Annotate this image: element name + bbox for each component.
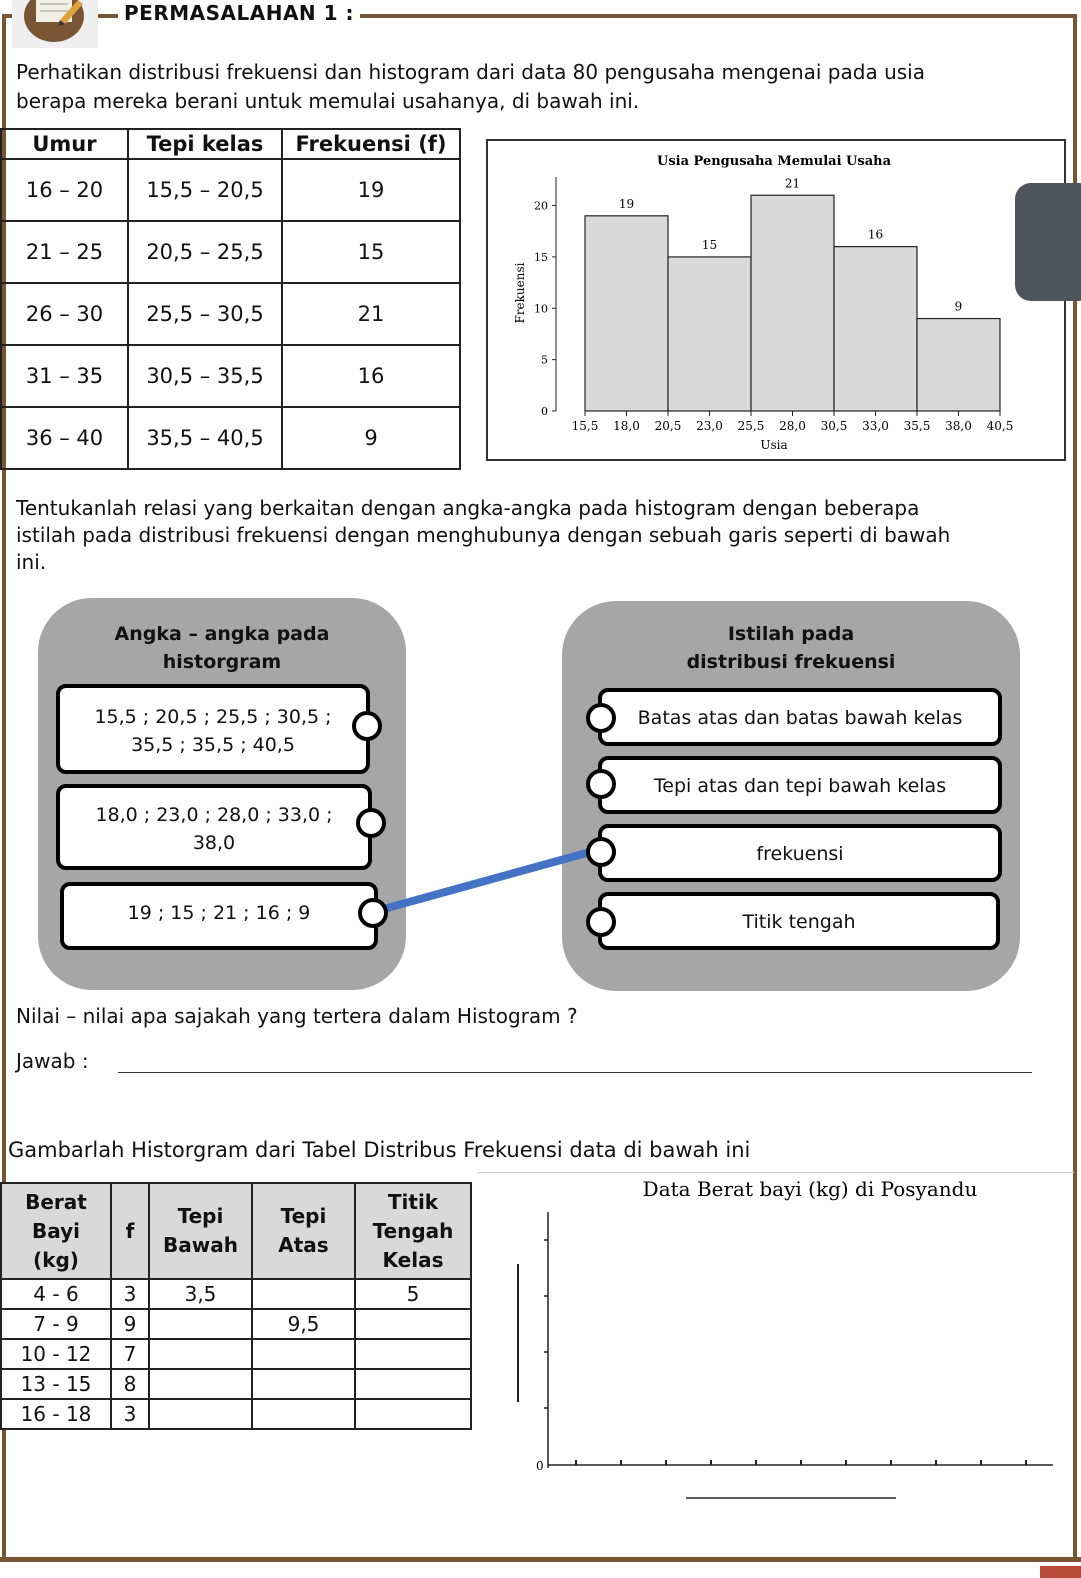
bar-value-label: 21 xyxy=(784,176,801,191)
y-tick-label: 10 xyxy=(534,302,548,316)
instruction-line-3: ini. xyxy=(16,550,47,574)
left-connector-dot[interactable] xyxy=(352,711,382,741)
table-cell[interactable] xyxy=(149,1339,252,1369)
table-cell: 15 xyxy=(282,221,460,283)
berat-bayi-table xyxy=(0,1182,472,1430)
table-cell: 16 - 18 xyxy=(1,1399,111,1429)
left-item-line: 35,5 ; 35,5 ; 40,5 xyxy=(131,734,295,756)
table-row xyxy=(1,1279,471,1309)
table-cell: 3 xyxy=(111,1279,149,1309)
header-line: Atas xyxy=(278,1233,329,1257)
x-tick-label: 15,5 xyxy=(571,419,599,433)
task-text: Gambarlah Historgram dari Tabel Distribus Frekuensi data di bawah ini xyxy=(8,1138,751,1162)
y-tick-label: 0 xyxy=(541,405,548,418)
x-tick-label: 35,5 xyxy=(903,419,931,433)
page-title: PERMASALAHAN 1 : xyxy=(118,0,360,26)
right-item-label: frekuensi xyxy=(756,843,844,865)
table-cell: 36 – 40 xyxy=(1,407,128,469)
left-item-line: 38,0 xyxy=(192,832,236,854)
bar-value-label: 16 xyxy=(867,227,884,242)
table-cell: 21 xyxy=(282,283,460,345)
connector-line[interactable] xyxy=(380,852,590,910)
table-cell: 16 – 20 xyxy=(1,159,128,221)
right-connector-dot[interactable] xyxy=(586,837,616,867)
table-cell: 31 – 35 xyxy=(1,345,128,407)
table-row xyxy=(1,1399,471,1429)
column-header: Frekuensi (f) xyxy=(282,129,460,159)
column-header-f: f xyxy=(111,1183,149,1279)
right-panel-title-2: distribusi frekuensi xyxy=(686,651,896,673)
table-cell[interactable] xyxy=(252,1339,355,1369)
table-cell: 10 - 12 xyxy=(1,1339,111,1369)
y-axis-label: Frekuensi xyxy=(513,262,527,324)
table-cell: 9 xyxy=(282,407,460,469)
header-line: Titik xyxy=(387,1189,439,1214)
table-cell: 3 xyxy=(111,1399,149,1429)
bar-value-label: 19 xyxy=(618,196,635,211)
left-item-line: 15,5 ; 20,5 ; 25,5 ; 30,5 ; xyxy=(94,706,332,728)
table-cell: 20,5 – 25,5 xyxy=(128,221,282,283)
x-tick-label: 33,0 xyxy=(862,419,889,433)
right-panel-title-1: Istilah pada xyxy=(727,623,855,645)
left-connector-dot[interactable] xyxy=(356,808,386,838)
y-tick-label: 20 xyxy=(534,199,548,213)
table-cell: 30,5 – 35,5 xyxy=(128,345,282,407)
table-cell[interactable] xyxy=(355,1399,471,1429)
header-line: Kelas xyxy=(382,1247,444,1272)
x-tick-label: 30,5 xyxy=(820,419,848,433)
table-cell[interactable] xyxy=(252,1369,355,1399)
right-connector-dot[interactable] xyxy=(586,703,616,733)
header-line: Berat xyxy=(25,1189,87,1214)
table-cell[interactable] xyxy=(149,1399,252,1429)
x-tick-label: 23,0 xyxy=(696,419,723,433)
intro-line-2: berapa mereka berani untuk memulai usahanya, di bawah ini. xyxy=(16,89,640,113)
x-tick-label: 25,5 xyxy=(737,419,765,433)
right-item-label: Tepi atas dan tepi bawah kelas xyxy=(653,775,947,797)
column-header-berat xyxy=(1,1183,111,1279)
table-cell[interactable] xyxy=(252,1279,355,1309)
y-tick-label: 15 xyxy=(534,250,548,264)
column-header-tepi-bawah xyxy=(149,1183,252,1279)
left-item-line: 19 ; 15 ; 21 ; 16 ; 9 xyxy=(127,902,311,924)
table-cell: 25,5 – 30,5 xyxy=(128,283,282,345)
table-cell[interactable]: 9,5 xyxy=(252,1309,355,1339)
table-cell: 8 xyxy=(111,1369,149,1399)
table-cell: 16 xyxy=(282,345,460,407)
question-text: Nilai – nilai apa sajakah yang tertera dalam Histogram ? xyxy=(16,1004,578,1028)
column-header: Tepi kelas xyxy=(128,129,282,159)
table-cell: 13 - 15 xyxy=(1,1369,111,1399)
table-cell[interactable] xyxy=(252,1399,355,1429)
table-cell: 7 - 9 xyxy=(1,1309,111,1339)
corner-tab xyxy=(1040,1566,1081,1578)
y-tick-label: 5 xyxy=(541,353,548,367)
header-line: Tepi xyxy=(280,1204,327,1228)
bar-value-label: 9 xyxy=(954,299,963,314)
frame-bottom-border xyxy=(0,1557,1081,1562)
table-cell: 7 xyxy=(111,1339,149,1369)
right-item-label: Titik tengah xyxy=(742,911,856,933)
y-tick-label: 0 xyxy=(536,1459,544,1473)
table-row xyxy=(1,1309,471,1339)
right-connector-dot[interactable] xyxy=(586,769,616,799)
chart-title: Usia Pengusaha Memulai Usaha xyxy=(656,154,892,169)
table-row xyxy=(1,1339,471,1369)
table-cell[interactable] xyxy=(355,1339,471,1369)
column-header: Umur xyxy=(1,129,128,159)
table-cell[interactable] xyxy=(355,1309,471,1339)
table-row xyxy=(1,1369,471,1399)
x-tick-label: 40,5 xyxy=(986,419,1014,433)
left-panel-title-1: Angka – angka pada xyxy=(114,623,330,645)
column-header-tepi-atas xyxy=(252,1183,355,1279)
table-cell[interactable] xyxy=(149,1369,252,1399)
left-panel-title-2: historgram xyxy=(162,651,282,673)
x-tick-label: 18,0 xyxy=(613,419,640,433)
header-line: Tengah xyxy=(372,1218,454,1243)
answer-label: Jawab : xyxy=(16,1049,89,1073)
divider xyxy=(478,1172,1074,1173)
instruction-line-1: Tentukanlah relasi yang berkaitan dengan angka-angka pada histogram dengan beberapa xyxy=(16,496,920,520)
instruction-line-2: istilah pada distribusi frekuensi dengan menghubunya dengan sebuah garis seperti di bawah xyxy=(16,523,951,547)
table-cell[interactable] xyxy=(149,1309,252,1339)
table-cell: 9 xyxy=(111,1309,149,1339)
right-item-label: Batas atas dan batas bawah kelas xyxy=(637,707,963,729)
empty-histogram[interactable] xyxy=(500,1176,1060,1506)
x-axis-label: Usia xyxy=(760,438,788,452)
x-tick-label: 38,0 xyxy=(945,419,972,433)
answer-line[interactable] xyxy=(118,1072,1032,1073)
header-line: Bawah xyxy=(163,1233,238,1257)
chart-title: Data Berat bayi (kg) di Posyandu xyxy=(642,1177,978,1201)
table-cell: 35,5 – 40,5 xyxy=(128,407,282,469)
header-line: Tepi xyxy=(177,1204,224,1228)
x-tick-label: 28,0 xyxy=(779,419,806,433)
left-item-line: 18,0 ; 23,0 ; 28,0 ; 33,0 ; xyxy=(95,804,333,826)
table-cell: 21 – 25 xyxy=(1,221,128,283)
header-line: (kg) xyxy=(33,1247,79,1272)
table-cell: 19 xyxy=(282,159,460,221)
table-cell: 4 - 6 xyxy=(1,1279,111,1309)
left-connector-dot[interactable] xyxy=(358,898,388,928)
table-cell: 26 – 30 xyxy=(1,283,128,345)
header-line: Bayi xyxy=(31,1218,81,1243)
x-tick-label: 20,5 xyxy=(654,419,682,433)
table-cell: 15,5 – 20,5 xyxy=(128,159,282,221)
table-cell[interactable]: 3,5 xyxy=(149,1279,252,1309)
right-connector-dot[interactable] xyxy=(586,907,616,937)
table-cell[interactable]: 5 xyxy=(355,1279,471,1309)
bar-value-label: 15 xyxy=(701,237,718,252)
table-cell[interactable] xyxy=(355,1369,471,1399)
intro-line-1: Perhatikan distribusi frekuensi dan histogram dari data 80 pengusaha mengenai pada usia xyxy=(16,60,925,84)
table-header-row xyxy=(1,1183,471,1279)
column-header-titik-tengah xyxy=(355,1183,471,1279)
